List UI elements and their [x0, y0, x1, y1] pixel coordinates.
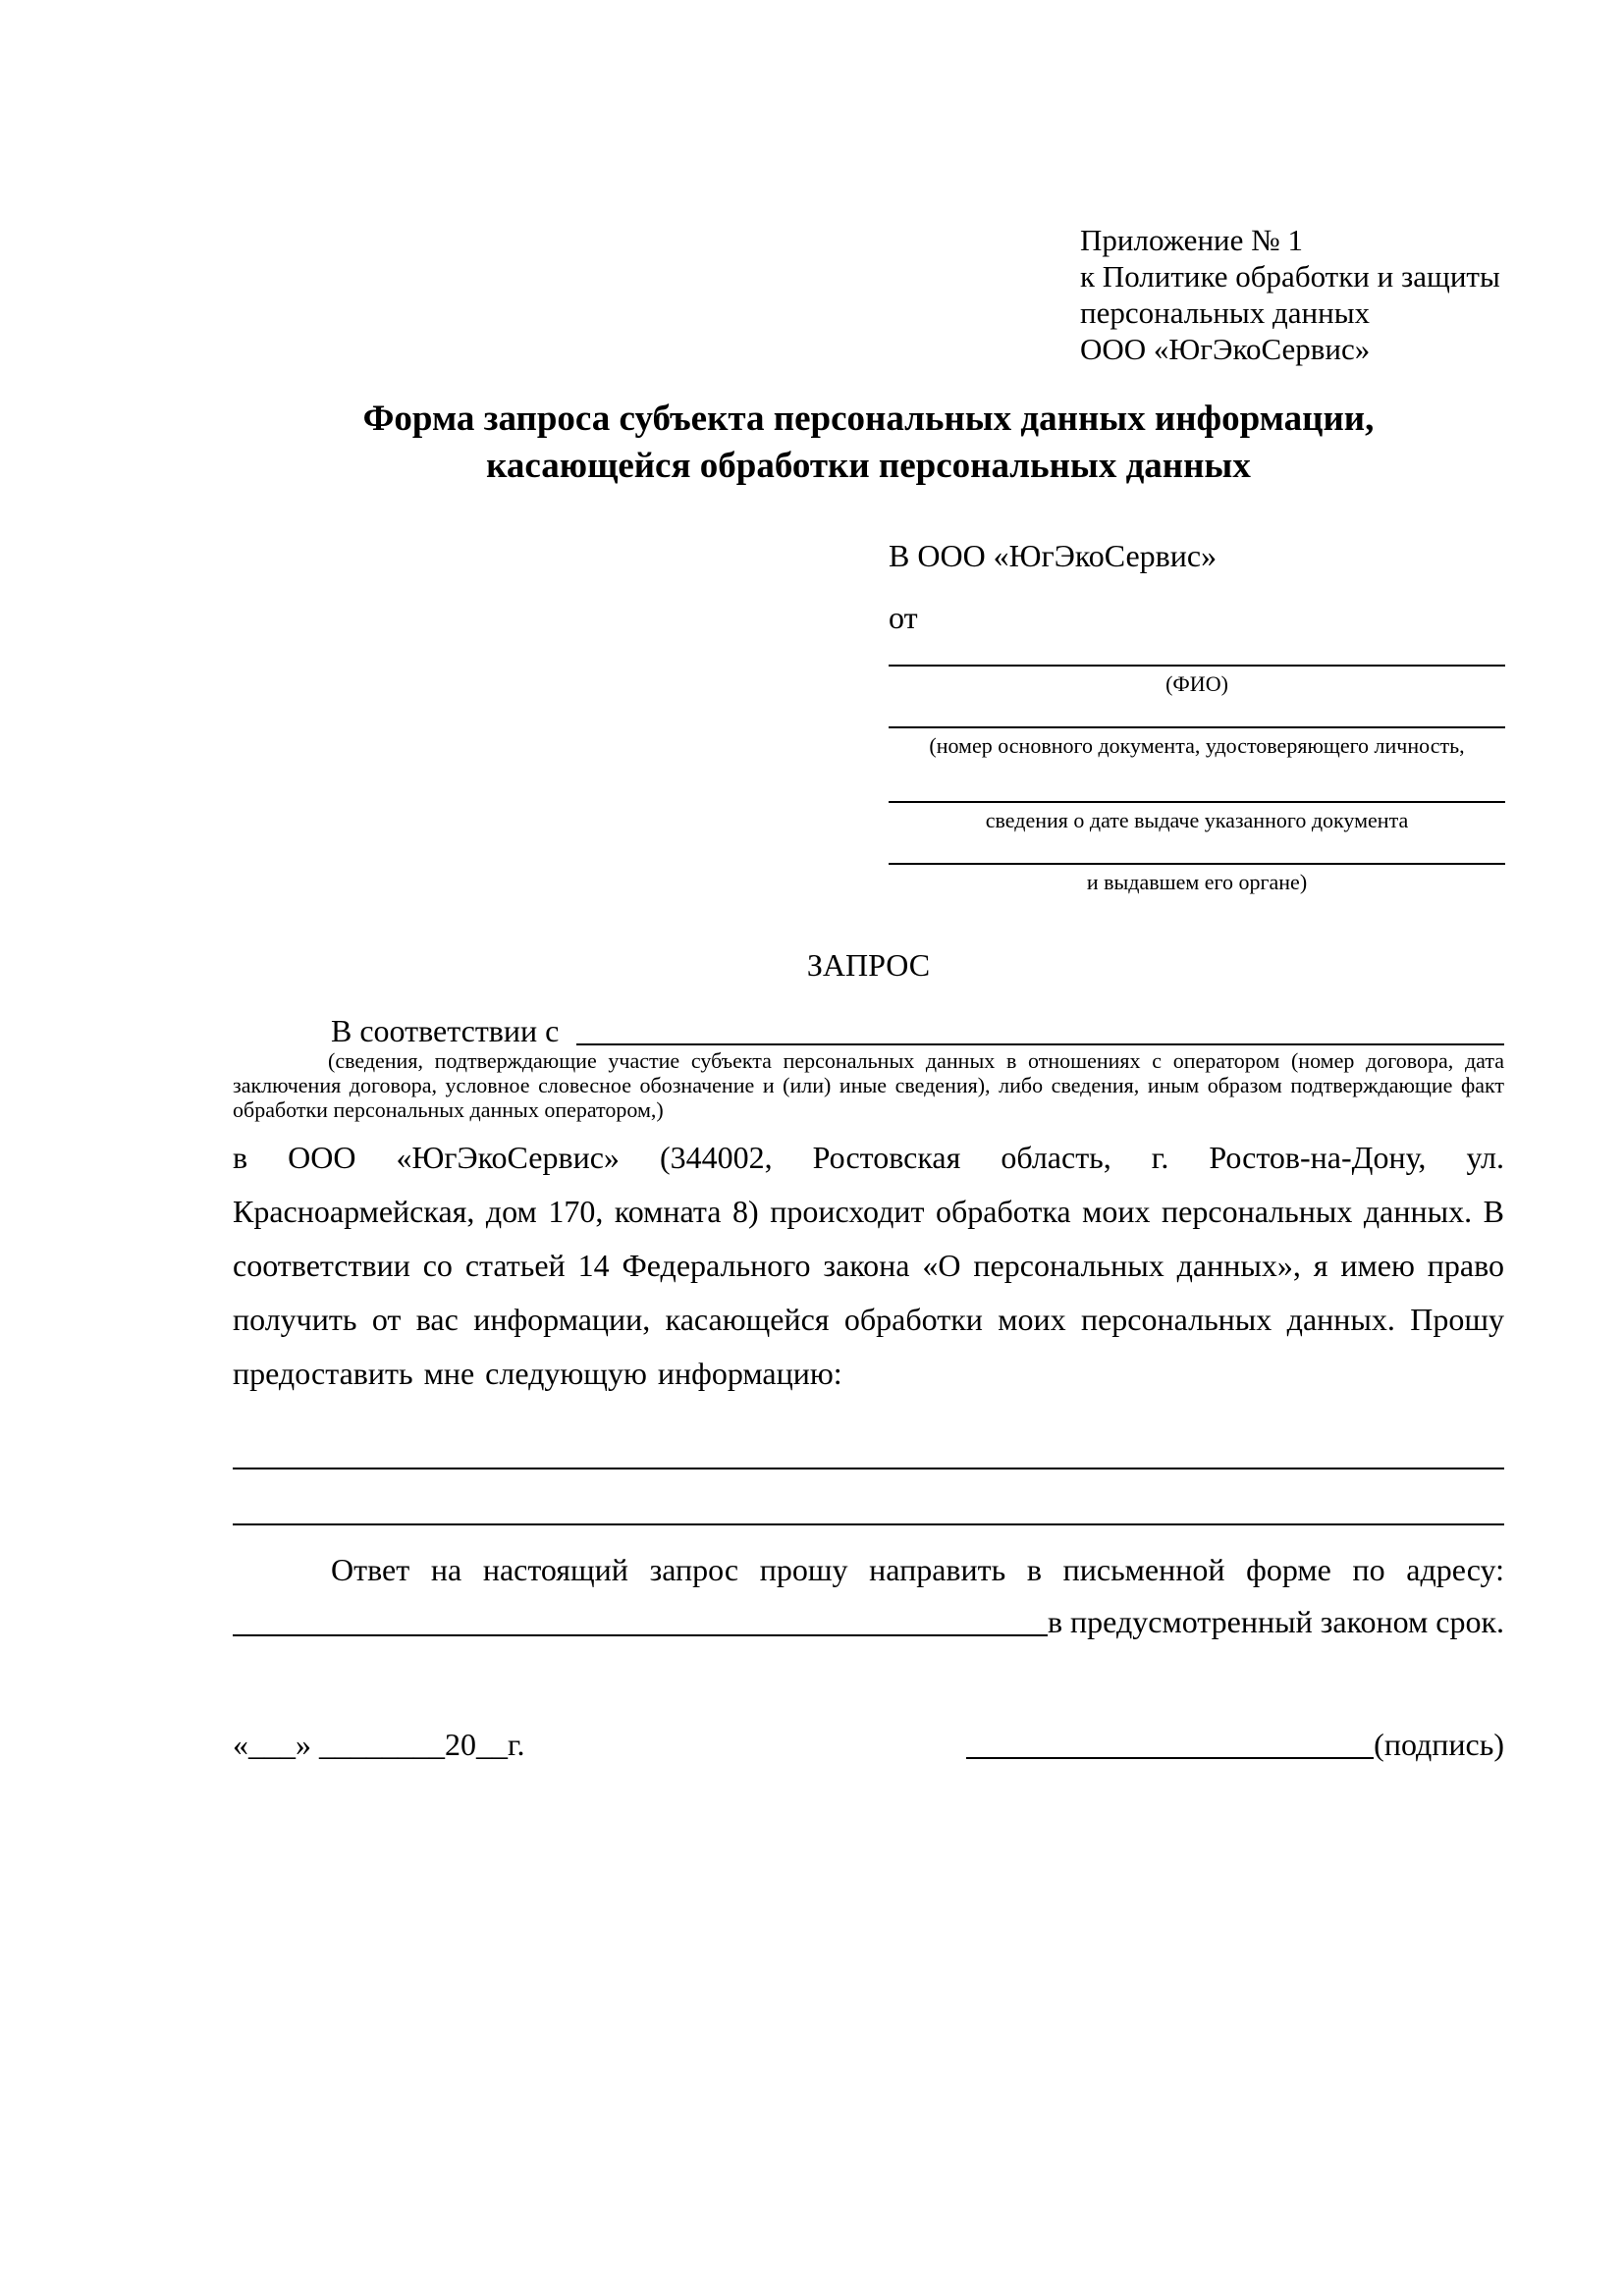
- issuing-authority-blank-line: [889, 863, 1505, 865]
- signature-caption: (подпись): [1374, 1727, 1504, 1762]
- appendix-note-line: Приложение № 1: [1080, 223, 1303, 257]
- reply-sentence: Ответ на настоящий запрос прошу направить в письменной форме по адресу:: [331, 1552, 1504, 1587]
- date-blank: «___» ________20__г.: [233, 1727, 525, 1762]
- document-title-line: Форма запроса субъекта персональных данных информации,: [362, 399, 1375, 439]
- intro-row: [233, 1009, 1504, 1052]
- info-blank-line-2: [233, 1523, 1504, 1525]
- request-body: в ООО «ЮгЭкоСервис» (344002, Ростовская область, г. Ростов-на-Дону, ул. Красноармейская, дом 170, комната 8) происходит обработка моих персональных данных. В соответствии со статьей 14 Федерального закона «О персональных данных», я имею право получить от вас информации, касающейся обработки моих персональных данных. Прошу предоставить мне следующую информацию:: [233, 1140, 1504, 1391]
- appendix-note-line: ООО «ЮгЭкоСервис»: [1080, 332, 1371, 366]
- intro-label: В соответствии с: [331, 1013, 568, 1048]
- fio-caption: (ФИО): [1165, 671, 1228, 696]
- addressee-org: В ООО «ЮгЭкоСервис»: [889, 538, 1218, 573]
- intro-blank-line: [576, 1043, 1504, 1045]
- fio-blank-line: [889, 665, 1505, 667]
- appendix-note-line: персональных данных: [1080, 295, 1371, 330]
- issue-date-caption: сведения о дате выдаче указанного документа: [985, 808, 1409, 832]
- issue-date-blank-line: [889, 801, 1505, 803]
- from-label: от: [889, 600, 918, 635]
- signature-blank-line: [966, 1757, 1374, 1759]
- document-title-line: касающейся обработки персональных данных: [486, 446, 1251, 486]
- request-heading: ЗАПРОС: [806, 947, 931, 983]
- appendix-note-line: к Политике обработки и защиты: [1080, 259, 1500, 294]
- reply-address-row: [233, 1600, 1504, 1643]
- doc-number-blank-line: [889, 726, 1505, 728]
- appendix-note: [1080, 222, 1500, 367]
- address-blank-line: [233, 1634, 1048, 1636]
- issuing-authority-caption: и выдавшем его органе): [1086, 870, 1308, 894]
- info-blank-line-1: [233, 1468, 1504, 1469]
- reply-tail: в предусмотренный законом срок.: [1047, 1604, 1504, 1639]
- date-signature-row: [233, 1723, 1504, 1766]
- intro-footnote: (сведения, подтверждающие участие субъекта персональных данных в отношениях с оператором (номер договора, дата заключения договора, условное словесное обозначение и (или) иные сведения), либо сведения, иным образом подтверждающие факт обработки персональных данных оператором,): [233, 1048, 1504, 1122]
- doc-number-caption: (номер основного документа, удостоверяющего личность,: [929, 733, 1465, 758]
- document-title: [233, 396, 1504, 490]
